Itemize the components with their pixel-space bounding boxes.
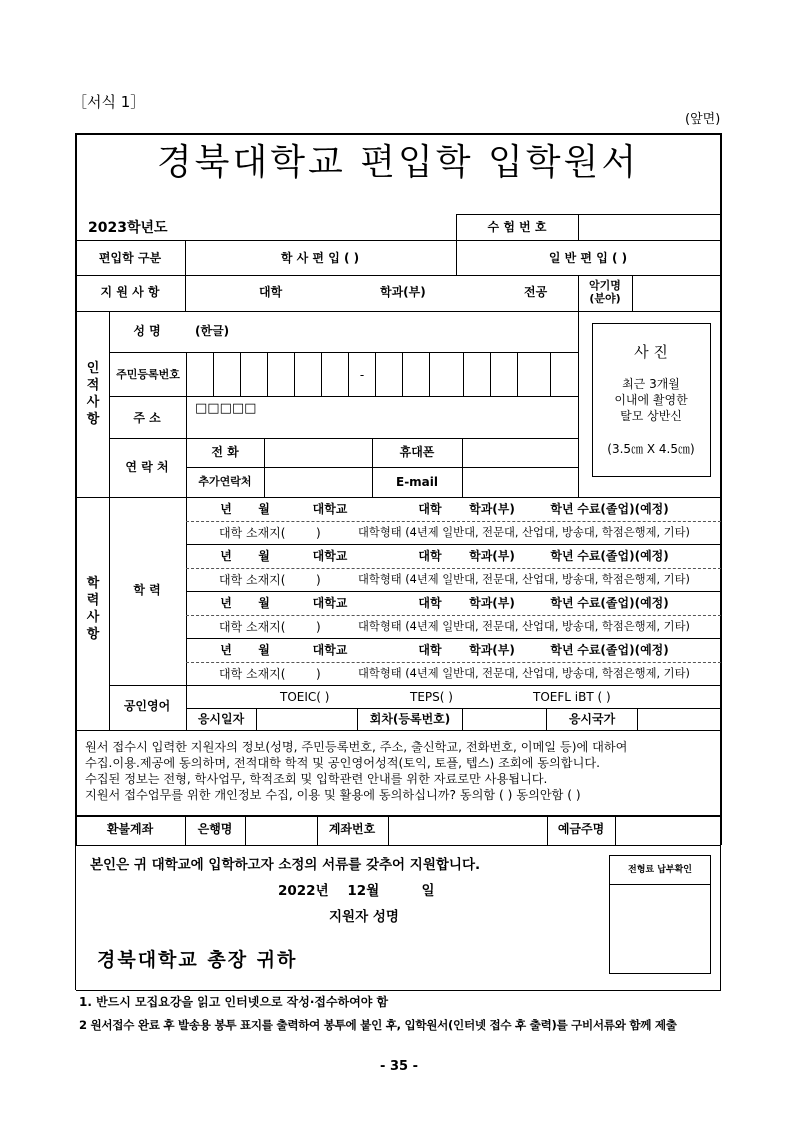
contact-label: 연 락 처 [125,460,169,474]
education-row-2-field-2[interactable]: 월 [258,549,270,563]
education-row-3-field-7[interactable]: 수료(졸업)(예정) [577,596,669,610]
form-title: 경북대학교 편입학 입학원서 [156,142,640,183]
address-value[interactable]: □□□□□ [195,401,257,416]
instrument-label: 악기명 (분야) [589,279,621,305]
note-1: 1. 반드시 모집요강을 읽고 인터넷으로 작성·접수하여야 함 [79,995,389,1009]
education-row-1-field-6[interactable]: 학년 [550,502,574,516]
education-row-4-field-1[interactable]: 년 [220,643,232,657]
apply-major-label: 전공 [524,285,548,299]
addressee: 경북대학교 총장 귀하 [97,949,298,971]
education-row-3-field-1[interactable]: 년 [220,596,232,610]
english-label: 공인영어 [123,699,171,713]
education-row-4-field-2[interactable]: 월 [258,643,270,657]
education-row-4-field-3[interactable]: 대학교 [312,643,348,657]
declaration-statement: 본인은 귀 대학교에 입학하고자 소정의 서류를 갖추어 지원합니다. [90,857,481,873]
mobile-label: 휴대폰 [399,445,435,459]
toefl-label[interactable]: TOEFL iBT ( ) [533,690,611,704]
education-row-2-field-7[interactable]: 수료(졸업)(예정) [577,549,669,563]
education-row-1-field-2[interactable]: 월 [258,502,270,516]
education-row-1-location[interactable]: 대학 소재지( ) [219,525,321,540]
declaration-date: 2022년 12월 일 [278,883,435,899]
apply-dept-label: 학과(부) [380,285,426,299]
page-side-label: (앞면) [685,112,721,127]
education-row-2-field-4[interactable]: 대학 [418,549,442,563]
education-row-2-field-3[interactable]: 대학교 [312,549,348,563]
account-holder-label: 예금주명 [557,822,605,836]
education-row-3-field-6[interactable]: 학년 [550,596,574,610]
transfer-general-option[interactable]: 일 반 편 입 ( ) [548,251,628,265]
education-row-1-field-4[interactable]: 대학 [418,502,442,516]
education-row-1-field-1[interactable]: 년 [220,502,232,516]
education-row-2-field-5[interactable]: 학과(부) [469,549,515,563]
education-row-3-field-3[interactable]: 대학교 [312,596,348,610]
privacy-line-1: 원서 접수시 입력한 지원자의 정보(성명, 주민등록번호, 주소, 출신학교, 전화번호, 이메일 등)에 대하여 [85,740,628,754]
education-row-1-field-3[interactable]: 대학교 [312,502,348,516]
test-country-label: 응시국가 [568,712,616,726]
personal-section-label: 인 적 사 항 [86,361,100,427]
phone-label: 전 화 [211,445,239,459]
education-row-2-field-6[interactable]: 학년 [550,549,574,563]
apply-college-label: 대학 [259,285,283,299]
exam-number-label: 수 험 번 호 [487,220,547,234]
privacy-line-2: 수집.이용.제공에 동의하며, 전적대학 학적 및 공인영어성적(토익, 토플, 텝스) 조회에 동의합니다. [85,756,600,770]
name-value[interactable]: (한글) [195,324,230,338]
address-label: 주 소 [133,411,161,425]
toeic-label[interactable]: TOEIC( ) [280,690,330,704]
education-row-4-location[interactable]: 대학 소재지( ) [219,666,321,681]
education-row-3-field-4[interactable]: 대학 [418,596,442,610]
refund-account-label: 환불계좌 [106,822,154,836]
teps-label[interactable]: TEPS( ) [410,690,453,704]
email-label: E-mail [395,475,439,489]
education-row-3-type[interactable]: 대학형태 (4년제 일반대, 전문대, 산업대, 방송대, 학점은행제, 기타) [358,619,690,633]
education-row-4-type[interactable]: 대학형태 (4년제 일반대, 전문대, 산업대, 방송대, 학점은행제, 기타) [358,666,690,680]
education-label: 학 력 [133,583,161,597]
bank-name-label: 은행명 [197,822,233,836]
exam-number-field[interactable] [580,215,718,239]
photo-note-3: 탈모 상반신 [620,409,682,423]
photo-size: (3.5㎝ X 4.5㎝) [607,442,695,456]
rrn-label: 주민등록번호 [116,368,180,381]
photo-title: 사 진 [634,343,668,361]
education-row-3-field-5[interactable]: 학과(부) [469,596,515,610]
test-date-label: 응시일자 [197,712,245,726]
rrn-dash: - [359,368,365,382]
education-row-2-type[interactable]: 대학형태 (4년제 일반대, 전문대, 산업대, 방송대, 학점은행제, 기타) [358,572,690,586]
name-label: 성 명 [133,324,161,338]
education-row-4-field-6[interactable]: 학년 [550,643,574,657]
transfer-type-label: 편입학 구분 [98,251,162,265]
page-number: - 35 - [380,1059,418,1074]
transfer-bachelor-option[interactable]: 학 사 편 입 ( ) [280,251,360,265]
education-row-3-field-2[interactable]: 월 [258,596,270,610]
note-2: 2 원서접수 완료 후 발송용 봉투 표지를 출력하여 봉투에 붙인 후, 입학원서(인터넷 접수 후 출력)를 구비서류와 함께 제출 [79,1018,677,1032]
photo-note-1: 최근 3개월 [622,377,680,391]
fee-confirm-label: 전형료 납부확인 [628,865,692,875]
education-row-2-location[interactable]: 대학 소재지( ) [219,572,321,587]
privacy-consent-line[interactable]: 지원서 접수업무를 위한 개인정보 수집, 이용 및 활용에 동의하십니까? 동의함 ( ) 동의안함 ( ) [85,788,581,802]
account-number-label: 계좌번호 [328,822,376,836]
education-row-1-field-5[interactable]: 학과(부) [469,502,515,516]
education-row-4-field-5[interactable]: 학과(부) [469,643,515,657]
education-row-2-field-1[interactable]: 년 [220,549,232,563]
education-row-4-field-4[interactable]: 대학 [418,643,442,657]
education-row-4-field-7[interactable]: 수료(졸업)(예정) [577,643,669,657]
form-label: ［서식 1］ [72,93,146,111]
academic-year: 2023학년도 [88,220,168,236]
photo-note-2: 이내에 촬영한 [614,393,688,407]
test-round-label: 회차(등록번호) [369,712,451,726]
education-row-1-type[interactable]: 대학형태 (4년제 일반대, 전문대, 산업대, 방송대, 학점은행제, 기타) [358,525,690,539]
education-row-3-location[interactable]: 대학 소재지( ) [219,619,321,634]
education-row-1-field-7[interactable]: 수료(졸업)(예정) [577,502,669,516]
applicant-signature[interactable]: 지원자 성명 [329,909,399,925]
privacy-line-3: 수집된 정보는 전형, 학사업무, 학적조회 및 입학관련 안내를 위한 자료로만 사용됩니다. [85,772,548,786]
extra-contact-label: 추가연락처 [198,475,252,488]
education-section-label: 학 력 사 항 [86,576,100,642]
apply-label: 지 원 사 항 [100,285,160,299]
